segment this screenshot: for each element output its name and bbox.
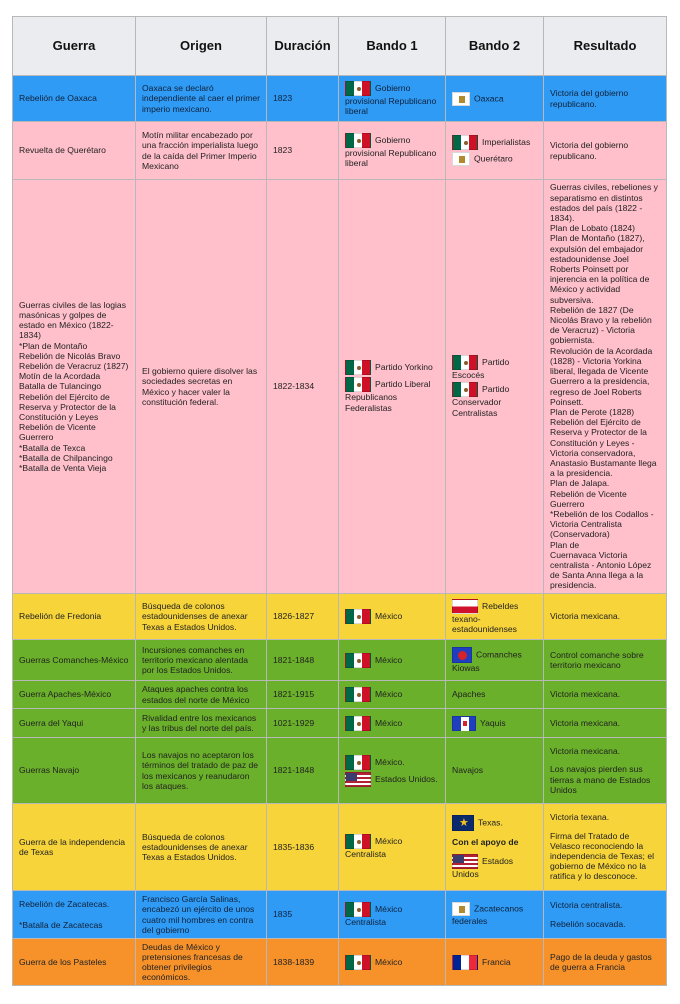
cell-resultado [544, 594, 667, 640]
yaqui-flag-icon [452, 716, 476, 731]
cell-origen-text: Ataques apaches contra los estados del norte de México [142, 684, 250, 705]
bando-entry [345, 902, 439, 927]
federal-flag-icon [452, 92, 470, 106]
cell-origen-text: Deudas de México y pretensiones francesas de obtener privilegios económicos. [142, 941, 243, 983]
mexico-flag-icon [345, 653, 371, 668]
cell-origen-text: Francisco García Salinas, encabezó un ejército de unos cuatro mil hombres en contra del gobierno [142, 894, 255, 935]
cell-origen [136, 891, 267, 939]
cell-bando2 [446, 76, 544, 122]
bando-entry [345, 687, 439, 702]
bando-label: México. [375, 756, 405, 767]
resultado-text: Victoria mexicana. [550, 611, 621, 622]
bando-entry [452, 599, 537, 634]
cell-bando2 [446, 804, 544, 891]
resultado-text: Guerras civiles, rebeliones y separatismo en distintos estados del país (1822 - 1834). Plan de Lobato (1824) Plan de Montaño (1827), expulsión del embajador estadounidense Joel Roberts Poinsett por injerencia en la política de México y actividad subversiva. Rebelión de 1827 (De Nicolás Bravo y la rebelión de Veracruz) - Victoria gobiernista. Revolución de la Acordada (1828) - Victoria Yorkina liberal, llegada de Vicente Guerrero a la presidencia, regreso de Joel Roberts Poinsett. Plan de Perote (1828) Rebelión del Ejército de Reserva y Protector de la Constitución y Leyes - Victoria conservadora, Anastasio Bustamante llega a la presidencia. Plan de Jalapa. Rebelión de Vicente Guerrero *Rebelión de los Codallos - Victoria Centralista (Conservadora) Plan de Cuernavaca Victoria centralista - Antonio López de Santa Anna llega a la presidencia. [550, 182, 658, 591]
cell-origen [136, 738, 267, 804]
bando-entry [452, 382, 537, 417]
bando-entry [345, 834, 439, 859]
cell-resultado [544, 738, 667, 804]
cell-duracion-text: 1821-1848 [273, 765, 315, 776]
cell-guerra [13, 681, 136, 709]
table-row [13, 594, 667, 640]
resultado-text: Victoria centralista. [550, 900, 623, 911]
bando-label: Gobierno provisional Republicano liberal [345, 82, 437, 116]
bando-entry [345, 755, 439, 770]
cell-duracion-text: 1821-1848 [273, 654, 315, 665]
resultado-text: Control comanche sobre territorio mexicano [550, 649, 644, 670]
cell-guerra [13, 891, 136, 939]
cell-bando1 [339, 594, 446, 640]
bando-entry [452, 135, 537, 150]
mexico-flag-icon [345, 687, 371, 702]
resultado-text: Victoria mexicana. [550, 746, 621, 757]
usa-flag-icon [345, 772, 371, 787]
cell-bando1 [339, 939, 446, 986]
wars-table [12, 16, 667, 986]
bando-label: México Centralista [345, 836, 403, 860]
cell-duracion [267, 804, 339, 891]
table-row [13, 681, 667, 709]
cell-duracion-text: 1826-1827 [273, 611, 315, 622]
header-bando2[interactable]: Bando 2 [446, 17, 544, 76]
cell-bando2 [446, 681, 544, 709]
bando-label: Partido Escocés [452, 356, 510, 381]
cell-guerra [13, 180, 136, 594]
bando-label: Oaxaca [474, 92, 504, 103]
cell-guerra-text: Guerra de la independencia de Texas [19, 836, 126, 857]
usa-flag-icon [452, 854, 478, 869]
federal-flag-icon [452, 152, 470, 166]
bando-entry [452, 92, 537, 106]
paragraph-gap [550, 823, 660, 831]
resultado-text: Victoria texana. [550, 812, 610, 823]
table-row [13, 640, 667, 681]
cell-bando2 [446, 640, 544, 681]
table-row [13, 180, 667, 594]
bando-label: Navajos [452, 765, 484, 776]
cell-duracion-text: 1835 [273, 909, 293, 920]
cell-guerra [13, 804, 136, 891]
cell-duracion [267, 891, 339, 939]
mexico-flag-icon [345, 360, 371, 375]
cell-guerra-text: Guerra de los Pasteles [19, 956, 107, 967]
bando-label: Yaquis [480, 717, 506, 728]
cell-guerra [13, 594, 136, 640]
cell-origen-text: El gobierno quiere disolver las sociedades secretas en México y hacer valer la constitución federal. [142, 366, 258, 407]
cell-duracion-text: 1823 [273, 145, 293, 156]
cell-resultado [544, 76, 667, 122]
table-row [13, 738, 667, 804]
cell-guerra-text: Rebelión de Fredonia [19, 611, 102, 622]
bando-label: Zacatecanos federales [452, 903, 524, 927]
mexico-flag-icon [345, 81, 371, 96]
bando-entry [345, 360, 439, 375]
cell-duracion [267, 681, 339, 709]
mexico-flag-icon [345, 377, 371, 392]
resultado-text: Pago de la deuda y gastos de guerra a Francia [550, 951, 652, 972]
resultado-text: Victoria del gobierno republicano. [550, 140, 629, 161]
bando-entry [345, 653, 439, 668]
paragraph-gap [550, 756, 660, 764]
bando-label: Con el apoyo de [452, 837, 519, 848]
cell-origen [136, 709, 267, 738]
cell-resultado [544, 640, 667, 681]
cell-bando2 [446, 180, 544, 594]
bando-label: Imperialistas [482, 136, 531, 147]
cell-guerra [13, 76, 136, 122]
cell-origen [136, 939, 267, 986]
cell-guerra-text: Rebelión de Zacatecas. *Batalla de Zacatecas [19, 899, 110, 930]
bando-label: Gobierno provisional Republicano liberal [345, 134, 437, 168]
cell-guerra-text: Guerra del Yaqui [19, 717, 84, 728]
cell-bando1 [339, 738, 446, 804]
bando-entry [345, 133, 439, 168]
mexico-flag-icon [345, 834, 371, 849]
cell-duracion [267, 709, 339, 738]
bando-label: México [375, 654, 403, 665]
cell-resultado [544, 804, 667, 891]
cell-guerra [13, 738, 136, 804]
mexico-flag-icon [452, 135, 478, 150]
cell-resultado [544, 681, 667, 709]
cell-resultado [544, 180, 667, 594]
bando-entry [345, 81, 439, 116]
bando-entry [452, 689, 537, 699]
cell-duracion-text: 1021-1929 [273, 717, 315, 728]
table-row [13, 891, 667, 939]
cell-guerra-text: Guerras Comanches-México [19, 654, 129, 665]
cell-guerra-text: Guerras Navajo [19, 765, 80, 776]
cell-origen [136, 804, 267, 891]
cell-bando1 [339, 709, 446, 738]
bando-entry [452, 716, 537, 731]
fredonia-flag-icon [452, 599, 478, 614]
cell-origen-text: Motín militar encabezado por una fracción imperialista luego de la caída del Primer Imperio Mexicano [142, 130, 259, 171]
cell-guerra-text: Guerra Apaches-México [19, 689, 112, 700]
mexico-flag-icon [452, 355, 478, 370]
cell-bando1 [339, 76, 446, 122]
bando-label: Rebeldes texano-estadounidenses [452, 600, 519, 634]
header-guerra[interactable]: Guerra [13, 17, 136, 76]
cell-duracion-text: 1823 [273, 93, 293, 104]
table-row [13, 76, 667, 122]
cell-origen-text: Búsqueda de colonos estadounidenses de anexar Texas a Estados Unidos. [142, 601, 248, 632]
bando-entry [345, 609, 439, 624]
cell-origen-text: Oaxaca se declaró independiente al caer el primer imperio mexicano. [142, 83, 260, 114]
cell-origen [136, 594, 267, 640]
cell-duracion-text: 1835-1836 [273, 841, 315, 852]
cell-bando1 [339, 180, 446, 594]
cell-bando2 [446, 738, 544, 804]
cell-guerra [13, 709, 136, 738]
resultado-text: Victoria mexicana. [550, 717, 621, 728]
cell-duracion [267, 594, 339, 640]
bando-entry [452, 647, 537, 673]
bando-label: México Centralista [345, 903, 403, 927]
bando-label: Texas. [478, 817, 503, 828]
header-row [13, 17, 667, 76]
bando-label: Comanches Kiowas [452, 649, 522, 673]
cell-guerra [13, 939, 136, 986]
cell-guerra-text: Revuelta de Querétaro [19, 145, 106, 156]
table-row [13, 939, 667, 986]
bando-entry [452, 902, 537, 926]
table-row [13, 709, 667, 738]
bando-entry [452, 815, 537, 831]
cell-duracion [267, 180, 339, 594]
cell-resultado [544, 122, 667, 180]
mexico-flag-icon [345, 716, 371, 731]
mexico-flag-icon [345, 133, 371, 148]
resultado-text: Rebelión socavada. [550, 918, 626, 929]
cell-bando2 [446, 709, 544, 738]
cell-duracion [267, 640, 339, 681]
cell-guerra [13, 122, 136, 180]
bando-label: Querétaro [474, 153, 513, 164]
cell-origen [136, 180, 267, 594]
bando-label: México [375, 610, 403, 621]
cell-bando2 [446, 122, 544, 180]
cell-bando1 [339, 640, 446, 681]
texas-flag-icon [452, 815, 474, 831]
bando-entry [452, 837, 537, 847]
table-row [13, 804, 667, 891]
paragraph-gap [550, 911, 660, 919]
bando-label: Estados Unidos. [375, 773, 438, 784]
bando-label: Partido Conservador Centralistas [452, 384, 510, 418]
bando-label: Partido Liberal Republicanos Federalistas [345, 379, 431, 413]
bando-label: México [375, 956, 403, 967]
resultado-text: Los navajos pierden sus tierras a mano de Estados Unidos [550, 764, 651, 795]
cell-bando2 [446, 891, 544, 939]
cell-guerra-text: Guerras civiles de las logias masónicas y golpes de estado en México (1822-1834) *Plan de Montaño Rebelión de Nicolás Bravo Rebelión de Veracruz (1827) Motín de la Acordada Batalla de Tulancingo Rebelión del Ejército de Reserva y Protector de la Constitución y Leyes Rebelión de Vicente Guerrero *Batalla de Texca *Batalla de Chilpancingo *Batalla de Venta Vieja [19, 299, 129, 474]
resultado-text: Firma del Tratado de Velasco reconociendo la independencia de Texas; el gobierno de México no la ratifica y lo desconoce. [550, 830, 655, 882]
cell-bando2 [446, 939, 544, 986]
bando-label: Francia [482, 956, 511, 967]
cell-origen-text: Los navajos no aceptaron los términos del tratado de paz de los mexicanos y reanudaron los ataques. [142, 750, 259, 791]
mexico-flag-icon [345, 955, 371, 970]
cell-origen [136, 640, 267, 681]
cell-resultado [544, 939, 667, 986]
bando-entry [345, 377, 439, 412]
cell-bando1 [339, 681, 446, 709]
mexico-flag-icon [345, 902, 371, 917]
cell-origen [136, 76, 267, 122]
table-row [13, 122, 667, 180]
bando-label: Estados Unidos [452, 855, 514, 879]
bando-entry [452, 765, 537, 775]
france-flag-icon [452, 955, 478, 970]
cell-guerra [13, 640, 136, 681]
bando-entry [452, 854, 537, 879]
cell-duracion-text: 1838-1839 [273, 956, 315, 967]
header-resultado[interactable]: Resultado [544, 17, 667, 76]
comanche-flag-icon [452, 647, 472, 663]
bando-entry [345, 716, 439, 731]
cell-origen [136, 681, 267, 709]
header-bando1[interactable]: Bando 1 [339, 17, 446, 76]
cell-origen-text: Rivalidad entre los mexicanos y las tribus del norte del país. [142, 712, 257, 733]
cell-bando1 [339, 804, 446, 891]
cell-origen-text: Incursiones comanches en territorio mexicano alentada por los Estados Unidos. [142, 644, 249, 676]
bando-entry [452, 355, 537, 380]
cell-resultado [544, 709, 667, 738]
bando-label: México [375, 688, 403, 699]
cell-bando1 [339, 891, 446, 939]
cell-duracion-text: 1822-1834 [273, 381, 315, 392]
cell-bando1 [339, 122, 446, 180]
header-origen[interactable]: Origen [136, 17, 267, 76]
bando-entry [452, 955, 537, 970]
bando-entry [452, 152, 537, 166]
mexico-flag-icon [345, 755, 371, 770]
cell-duracion [267, 738, 339, 804]
cell-duracion [267, 122, 339, 180]
bando-label: Apaches [452, 689, 486, 700]
cell-duracion-text: 1821-1915 [273, 689, 315, 700]
cell-duracion [267, 76, 339, 122]
resultado-text: Victoria del gobierno republicano. [550, 88, 629, 109]
resultado-text: Victoria mexicana. [550, 689, 621, 700]
cell-origen [136, 122, 267, 180]
cell-duracion [267, 939, 339, 986]
bando-entry [345, 955, 439, 970]
cell-guerra-text: Rebelión de Oaxaca [19, 93, 97, 104]
bando-entry [345, 772, 439, 787]
cell-origen-text: Búsqueda de colonos estadounidenses de anexar Texas a Estados Unidos. [142, 831, 248, 863]
bando-label: Partido Yorkino [375, 362, 433, 373]
federal-flag-icon [452, 902, 470, 916]
cell-resultado [544, 891, 667, 939]
mexico-flag-icon [452, 382, 478, 397]
header-duracion[interactable]: Duración [267, 17, 339, 76]
cell-bando2 [446, 594, 544, 640]
bando-label: México [375, 717, 403, 728]
mexico-flag-icon [345, 609, 371, 624]
